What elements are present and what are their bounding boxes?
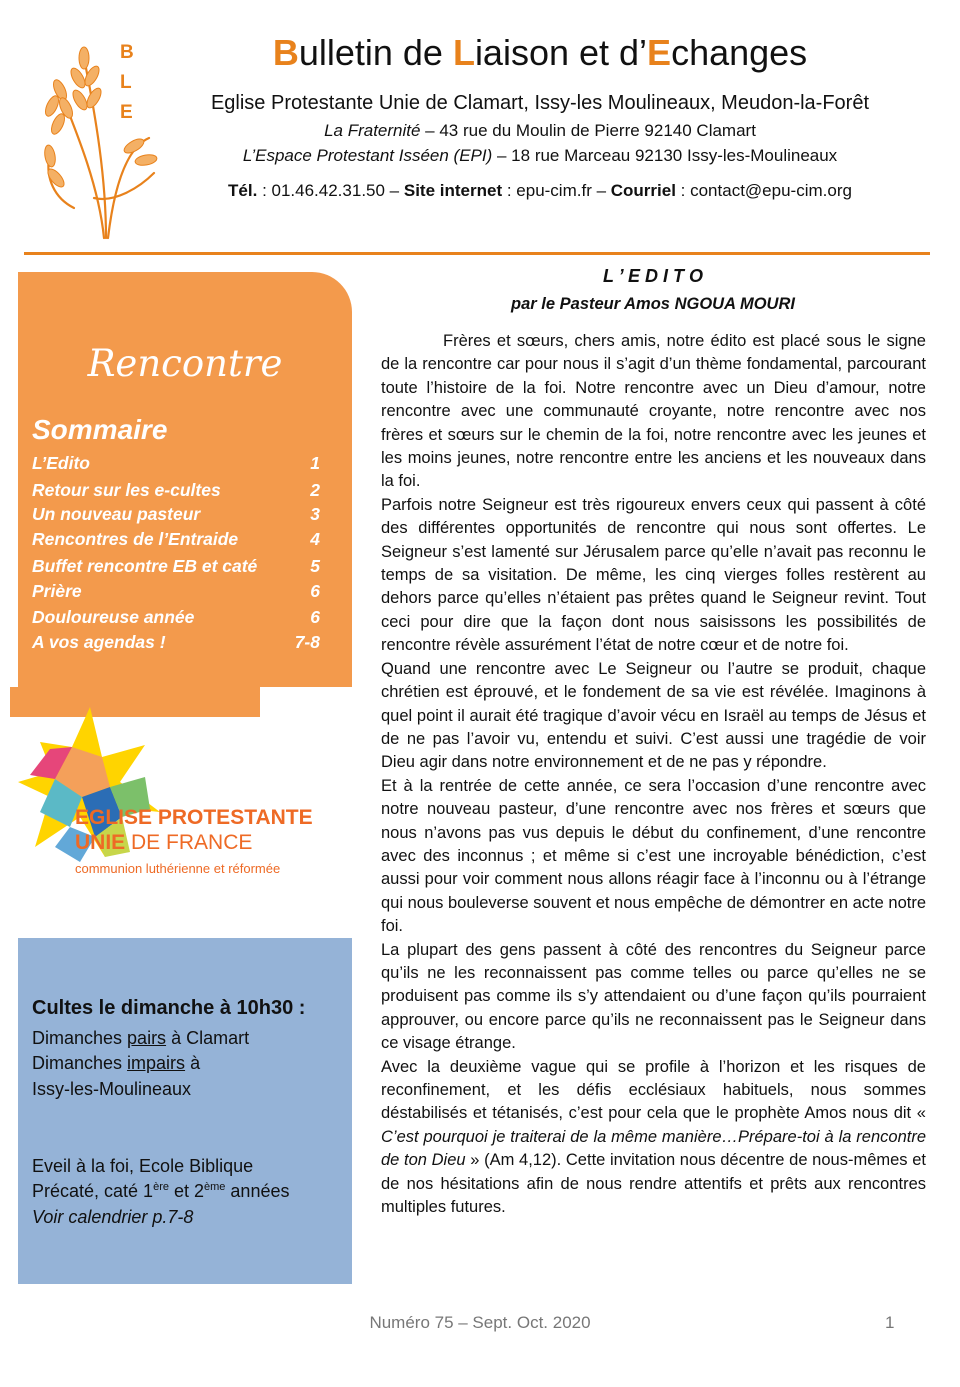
- church-name: Eglise Protestante Unie de Clamart, Issy-les Moulineaux, Meudon-la-Forêt: [210, 92, 870, 114]
- toc-item[interactable]: [32, 480, 320, 501]
- sommaire-title: Sommaire: [32, 414, 168, 445]
- wheat-logo: [34, 28, 164, 243]
- edito-paragraph: Frères et sœurs, chers amis, notre édito est placé sous le signe de la rencontre car pour nous il s’agit d’un thème fondamental, parcourant toute l’histoire de la foi. Notre rencontre avec un Dieu d’amour, notre rencontre avec une communauté croyante, notre rencontre avec nos frères et sœurs sur le chemin de la foi, notre rencontre avec les jeunes et les moins jeunes, notre rencontre entre les anciens et les nouveaux dans la foi.: [381, 332, 926, 491]
- text: années: [225, 1181, 290, 1201]
- epudf-line3: communion luthérienne et réformée: [75, 861, 281, 876]
- edito-paragraph: Et à la rentrée de cette année, ce sera l’occasion d’une rencontre avec notre nouveau pasteur, d’une rencontre avec nos frères et sœurs que nous n’avons pas vus depuis le début du confinement, d’une rencontre avec des inconnus ; et même si c’est une incroyable bénédiction, c’est aussi pour voir comment nous allons réagir face à l’inconnu ou à l’étrange qui nous bouleverse souvent et nous empêche de démontrer en acte notre foi.: [381, 776, 926, 936]
- text: à Clamart: [166, 1028, 250, 1048]
- title-part: ulletin de: [298, 32, 453, 73]
- toc-label: Prière: [32, 581, 82, 601]
- toc-item[interactable]: [32, 607, 320, 628]
- ble-letter-l: L: [120, 72, 132, 93]
- title-initial-b: B: [272, 32, 299, 73]
- toc-item[interactable]: [32, 529, 320, 550]
- epudf-logo: [10, 687, 355, 892]
- toc-item[interactable]: [32, 453, 320, 474]
- toc-item[interactable]: [32, 632, 320, 653]
- toc-label: Un nouveau pasteur: [32, 504, 201, 524]
- cultes-line-calendar[interactable]: Voir calendrier p.7-8: [32, 1207, 194, 1227]
- title-initial-e: E: [647, 32, 672, 73]
- cultes-panel: [18, 938, 352, 1284]
- cultes-line-cate: [32, 1181, 289, 1202]
- epudf-line2: [75, 831, 252, 854]
- toc-item[interactable]: [32, 581, 320, 602]
- toc-label: L’Edito: [32, 453, 90, 473]
- text: Dimanches: [32, 1028, 128, 1048]
- address-fraternite: [160, 121, 920, 141]
- text: » (Am 4,12). Cette invitation nous décentre de nous-mêmes et de nos hésitations afin de nous rendre attentifs et prêts aux rencontres multiples futures.: [381, 1151, 926, 1217]
- address-name: La Fraternité: [324, 121, 421, 140]
- footer-issue: Numéro 75 – Sept. Oct. 2020: [369, 1313, 591, 1332]
- toc-label: Rencontres de l’Entraide: [32, 529, 239, 549]
- toc-page: 6: [310, 607, 320, 627]
- superscript: ème: [204, 1181, 226, 1193]
- address-epi: [160, 146, 920, 166]
- toc-label: Buffet rencontre EB et caté: [32, 556, 258, 576]
- site-label: Site internet: [403, 181, 503, 200]
- cultes-line-impairs: [32, 1053, 200, 1074]
- mail-value[interactable]: : contact@epu-cim.org: [675, 181, 852, 200]
- edito-title: L ’ E D I T O: [602, 266, 703, 286]
- address-name: L’Espace Protestant Isséen (EPI): [242, 146, 493, 165]
- ble-letter-b: B: [120, 42, 134, 63]
- address-detail: – 43 rue du Moulin de Pierre 92140 Clamart: [420, 121, 756, 140]
- edito-paragraph: Quand une rencontre avec Le Seigneur ou l’autre se produit, chaque chrétien est éprouvé, et le fondement de sa vie est révélée. Imaginons à quel point il aurait été tragique d’avoir vécu en Israël au temps de Jésus et de ne pas l’avoir vu, entendu et suivi. C’est aussi une tragédie de voir Dieu agir dans notre environnement et de ne pas y répondre.: [381, 659, 926, 772]
- header-divider: [24, 252, 930, 255]
- site-value[interactable]: : epu-cim.fr –: [502, 181, 611, 200]
- title-part: iaison et d’: [474, 32, 648, 73]
- edito-paragraph: Parfois notre Seigneur est très rigoureux envers ceux qui passent à côté des différentes opportunités de rencontre qui nous sont offertes. Le Seigneur s’est lamenté sur Jérusalem parce qu’elle n’avait pas reconnu le temps de sa visitation. De même, les cinq vierges folles restèrent au dehors parce qu’elles n’étaient pas prêtes quand le Seigneur revint. Tout ceci pour dire que la façon dont nous saisissons les possibilités de rencontre révèle assurément l’état de notre cœur et de notre foi.: [381, 495, 926, 655]
- quote-amos: C’est pourquoi je traiterai de la même manière…Prépare-toi à la rencontre de ton Dieu: [381, 1127, 926, 1170]
- text: à: [185, 1053, 201, 1073]
- edito-author: par le Pasteur Amos NGOUA MOURI: [511, 295, 795, 313]
- edito-body: [381, 330, 926, 1219]
- toc-item[interactable]: [32, 556, 320, 577]
- mail-label: Courriel: [610, 181, 676, 200]
- toc-page: 7-8: [294, 632, 320, 652]
- toc-label: Douloureuse année: [32, 607, 195, 627]
- toc-label: Retour sur les e-cultes: [32, 480, 221, 500]
- text-underlined: pairs: [127, 1028, 167, 1048]
- epudf-line2-bold: UNIE: [75, 831, 132, 854]
- bulletin-title: [160, 32, 920, 74]
- address-detail: – 18 rue Marceau 92130 Issy-les-Moulineaux: [492, 146, 838, 165]
- text: Avec la deuxième vague qui se profile à l’horizon et les risques de reconfinement, et les défis ecclésiaux habituels, nous sommes déstabilisés et tétanisés, c’est pour cela que le prophète Amos nous dit «: [381, 1057, 926, 1123]
- contact-line: [160, 181, 920, 201]
- ble-letter-e: E: [120, 102, 133, 123]
- title-initial-l: L: [452, 32, 475, 73]
- toc-page: 6: [310, 581, 320, 601]
- edito-paragraph: La plupart des gens passent à côté des rencontres du Seigneur parce qu’ils ne les reconnaissent pas comme telles ou parce qu’elles ne se produisent pas comme ils s’y attendaient ou d’une façon qu’ils pourraient approuver, ou encore parce qu’ils ne reconnaissent pas le Seigneur dans ce visage étrange.: [381, 940, 926, 1053]
- toc-page: 3: [310, 504, 320, 524]
- superscript: ère: [153, 1181, 169, 1193]
- cultes-line-issy: Issy-les-Moulineaux: [32, 1079, 192, 1099]
- toc-page: 1: [310, 453, 320, 473]
- toc-page: 4: [310, 529, 320, 549]
- theme-word: Rencontre: [87, 342, 283, 385]
- epudf-line1: EGLISE PROTESTANTE: [75, 806, 313, 829]
- title-part: changes: [671, 32, 808, 73]
- toc-page: 5: [310, 556, 320, 576]
- tel-label: Tél.: [228, 181, 258, 200]
- toc-item[interactable]: [32, 504, 320, 525]
- page-number: 1: [885, 1313, 895, 1332]
- cultes-line-eveil: Eveil à la foi, Ecole Biblique: [32, 1156, 254, 1176]
- text-underlined: impairs: [127, 1053, 186, 1073]
- text: Dimanches: [32, 1053, 128, 1073]
- toc-page: 2: [310, 480, 320, 500]
- toc-label: A vos agendas !: [32, 632, 166, 652]
- cultes-title: Cultes le dimanche à 10h30 :: [32, 997, 306, 1019]
- tel-value: : 01.46.42.31.50 –: [257, 181, 404, 200]
- epudf-line2-light: DE FRANCE: [131, 831, 253, 854]
- edito-paragraph: [381, 1056, 926, 1220]
- text: Précaté, caté 1: [32, 1181, 154, 1201]
- text: et 2: [168, 1181, 205, 1201]
- cultes-line-pairs: [32, 1028, 249, 1049]
